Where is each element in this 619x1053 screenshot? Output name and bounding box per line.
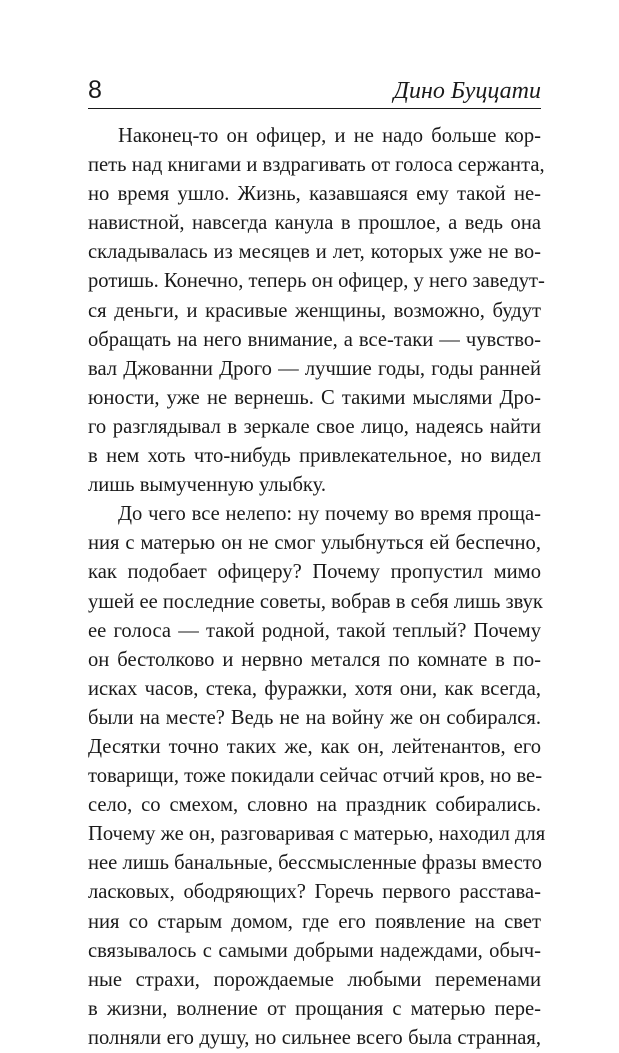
text-line: исках часов, стека, фуражки, хотя они, как всегда,	[88, 677, 541, 700]
text-line: навистной, навсегда канула в прошлое, а ведь она	[88, 212, 541, 235]
text-line: лишь вымученную улыбку.	[88, 474, 327, 497]
text-line: были на месте? Ведь не на войну же он собирался.	[88, 706, 541, 729]
page-number: 8	[88, 76, 102, 104]
text-line: но время ушло. Жизнь, казавшаяся ему такой не-	[88, 183, 541, 206]
text-line: ласковых, ободряющих? Горечь первого расстава-	[88, 881, 541, 904]
text-line: село, со смехом, словно на праздник собирались.	[88, 794, 541, 817]
text-line: связывалось с самыми добрыми надеждами, обыч-	[88, 939, 541, 962]
text-line: ся деньги, и красивые женщины, возможно, будут	[88, 299, 541, 322]
running-head	[88, 76, 541, 108]
text-line: складывалась из месяцев и лет, которых уже не во-	[88, 241, 541, 264]
text-line: вал Джованни Дрого — лучшие годы, годы ранней	[88, 357, 541, 380]
text-line: юности, уже не вернешь. С такими мыслями Дро-	[88, 386, 541, 409]
text-line: петь над книгами и вздрагивать от голоса сержанта,	[88, 154, 545, 177]
text-line: Почему же он, разговаривая с матерью, находил для	[88, 823, 546, 846]
text-line: ния со старым домом, где его появление на свет	[88, 910, 541, 933]
running-title: Дино Буццати	[393, 78, 541, 104]
text-line: в нем хоть что-нибудь привлекательное, но видел	[88, 445, 541, 468]
text-line: нее лишь банальные, бессмысленные фразы вместо	[88, 852, 542, 875]
text-line: в жизни, волнение от прощания с матерью пере-	[88, 997, 541, 1020]
text-line: обращать на него внимание, а все-таки — чувство-	[88, 328, 541, 351]
header-rule	[88, 108, 541, 109]
text-line: Десятки точно таких же, как он, лейтенантов, его	[88, 735, 541, 758]
text-line: ные страхи, порождаемые любыми переменами	[88, 968, 541, 991]
body-text	[88, 122, 546, 1053]
text-line: он бестолково и нервно метался по комнате в по-	[88, 648, 541, 671]
text-line: как подобает офицеру? Почему пропустил мимо	[88, 561, 541, 584]
text-line: ния с матерью он не смог улыбнуться ей беспечно,	[88, 532, 541, 555]
text-line: ее голоса — такой родной, такой теплый? Почему	[88, 619, 541, 642]
text-line: полняли его душу, но сильнее всего была странная,	[88, 1026, 541, 1049]
text-line: До чего все нелепо: ну почему во время проща-	[118, 503, 541, 526]
text-line: ротишь. Конечно, теперь он офицер, у него заведут-	[88, 270, 545, 293]
text-line: го разглядывал в зеркале свое лицо, надеясь найти	[88, 415, 541, 438]
text-line: товарищи, тоже покидали сейчас отчий кров, но ве-	[88, 765, 543, 788]
text-line: Наконец-то он офицер, и не надо больше кор-	[118, 125, 541, 147]
text-line: ушей ее последние советы, вобрав в себя лишь звук	[88, 590, 543, 613]
